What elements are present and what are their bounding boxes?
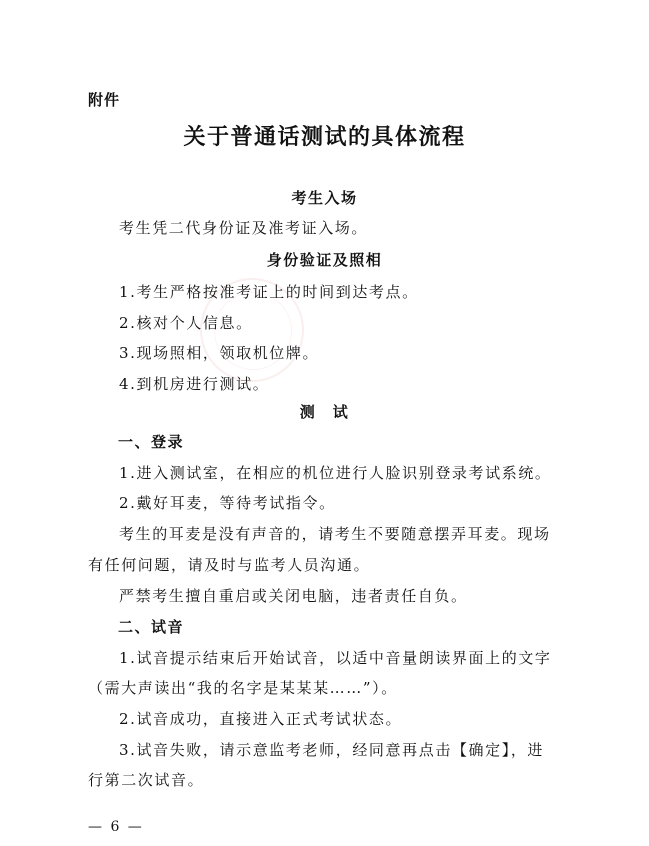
audio-item-2: 2.试音成功，直接进入正式考试状态。 <box>119 710 403 728</box>
login-heading: 一、登录 <box>118 433 185 451</box>
entry-text: 考生凭二代身份证及准考证入场。 <box>119 219 369 237</box>
login-item-2: 2.戴好耳麦，等待考试指令。 <box>119 494 336 512</box>
identity-item-3: 3.现场照相，领取机位牌。 <box>119 344 320 362</box>
attachment-label: 附件 <box>88 91 121 109</box>
identity-item-4: 4.到机房进行测试。 <box>119 375 270 393</box>
login-item-1: 1.进入测试室，在相应的机位进行人脸识别登录考试系统。 <box>119 464 552 482</box>
login-note-line-2: 有任何问题，请及时与监考人员沟通。 <box>88 556 371 574</box>
section-heading-identity: 身份验证及照相 <box>266 251 383 269</box>
audio-heading: 二、试音 <box>118 618 185 636</box>
identity-item-1: 1.考生严格按准考证上的时间到达考点。 <box>119 283 419 301</box>
page-number: — 6 — <box>88 819 144 835</box>
section-heading-entry: 考生入场 <box>291 189 358 207</box>
audio-item-1-line-1: 1.试音提示结束后开始试音，以适中音量朗读界面上的文字 <box>119 649 552 667</box>
audio-item-1-line-2: （需大声读出“我的名字是某某某……”）。 <box>88 679 398 697</box>
section-heading-test: 测 试 <box>299 403 350 421</box>
audio-item-3-line-2: 行第二次试音。 <box>88 771 205 789</box>
login-note-line-1: 考生的耳麦是没有声音的，请考生不要随意摆弄耳麦。现场 <box>119 525 551 543</box>
identity-item-2: 2.核对个人信息。 <box>119 314 253 332</box>
audio-item-3-line-1: 3.试音失败，请示意监考老师，经同意再点击【确定】，进 <box>119 741 545 759</box>
document-title: 关于普通话测试的具体流程 <box>183 124 466 150</box>
login-warning: 严禁考生擅自重启或关闭电脑，违者责任自负。 <box>119 587 468 605</box>
